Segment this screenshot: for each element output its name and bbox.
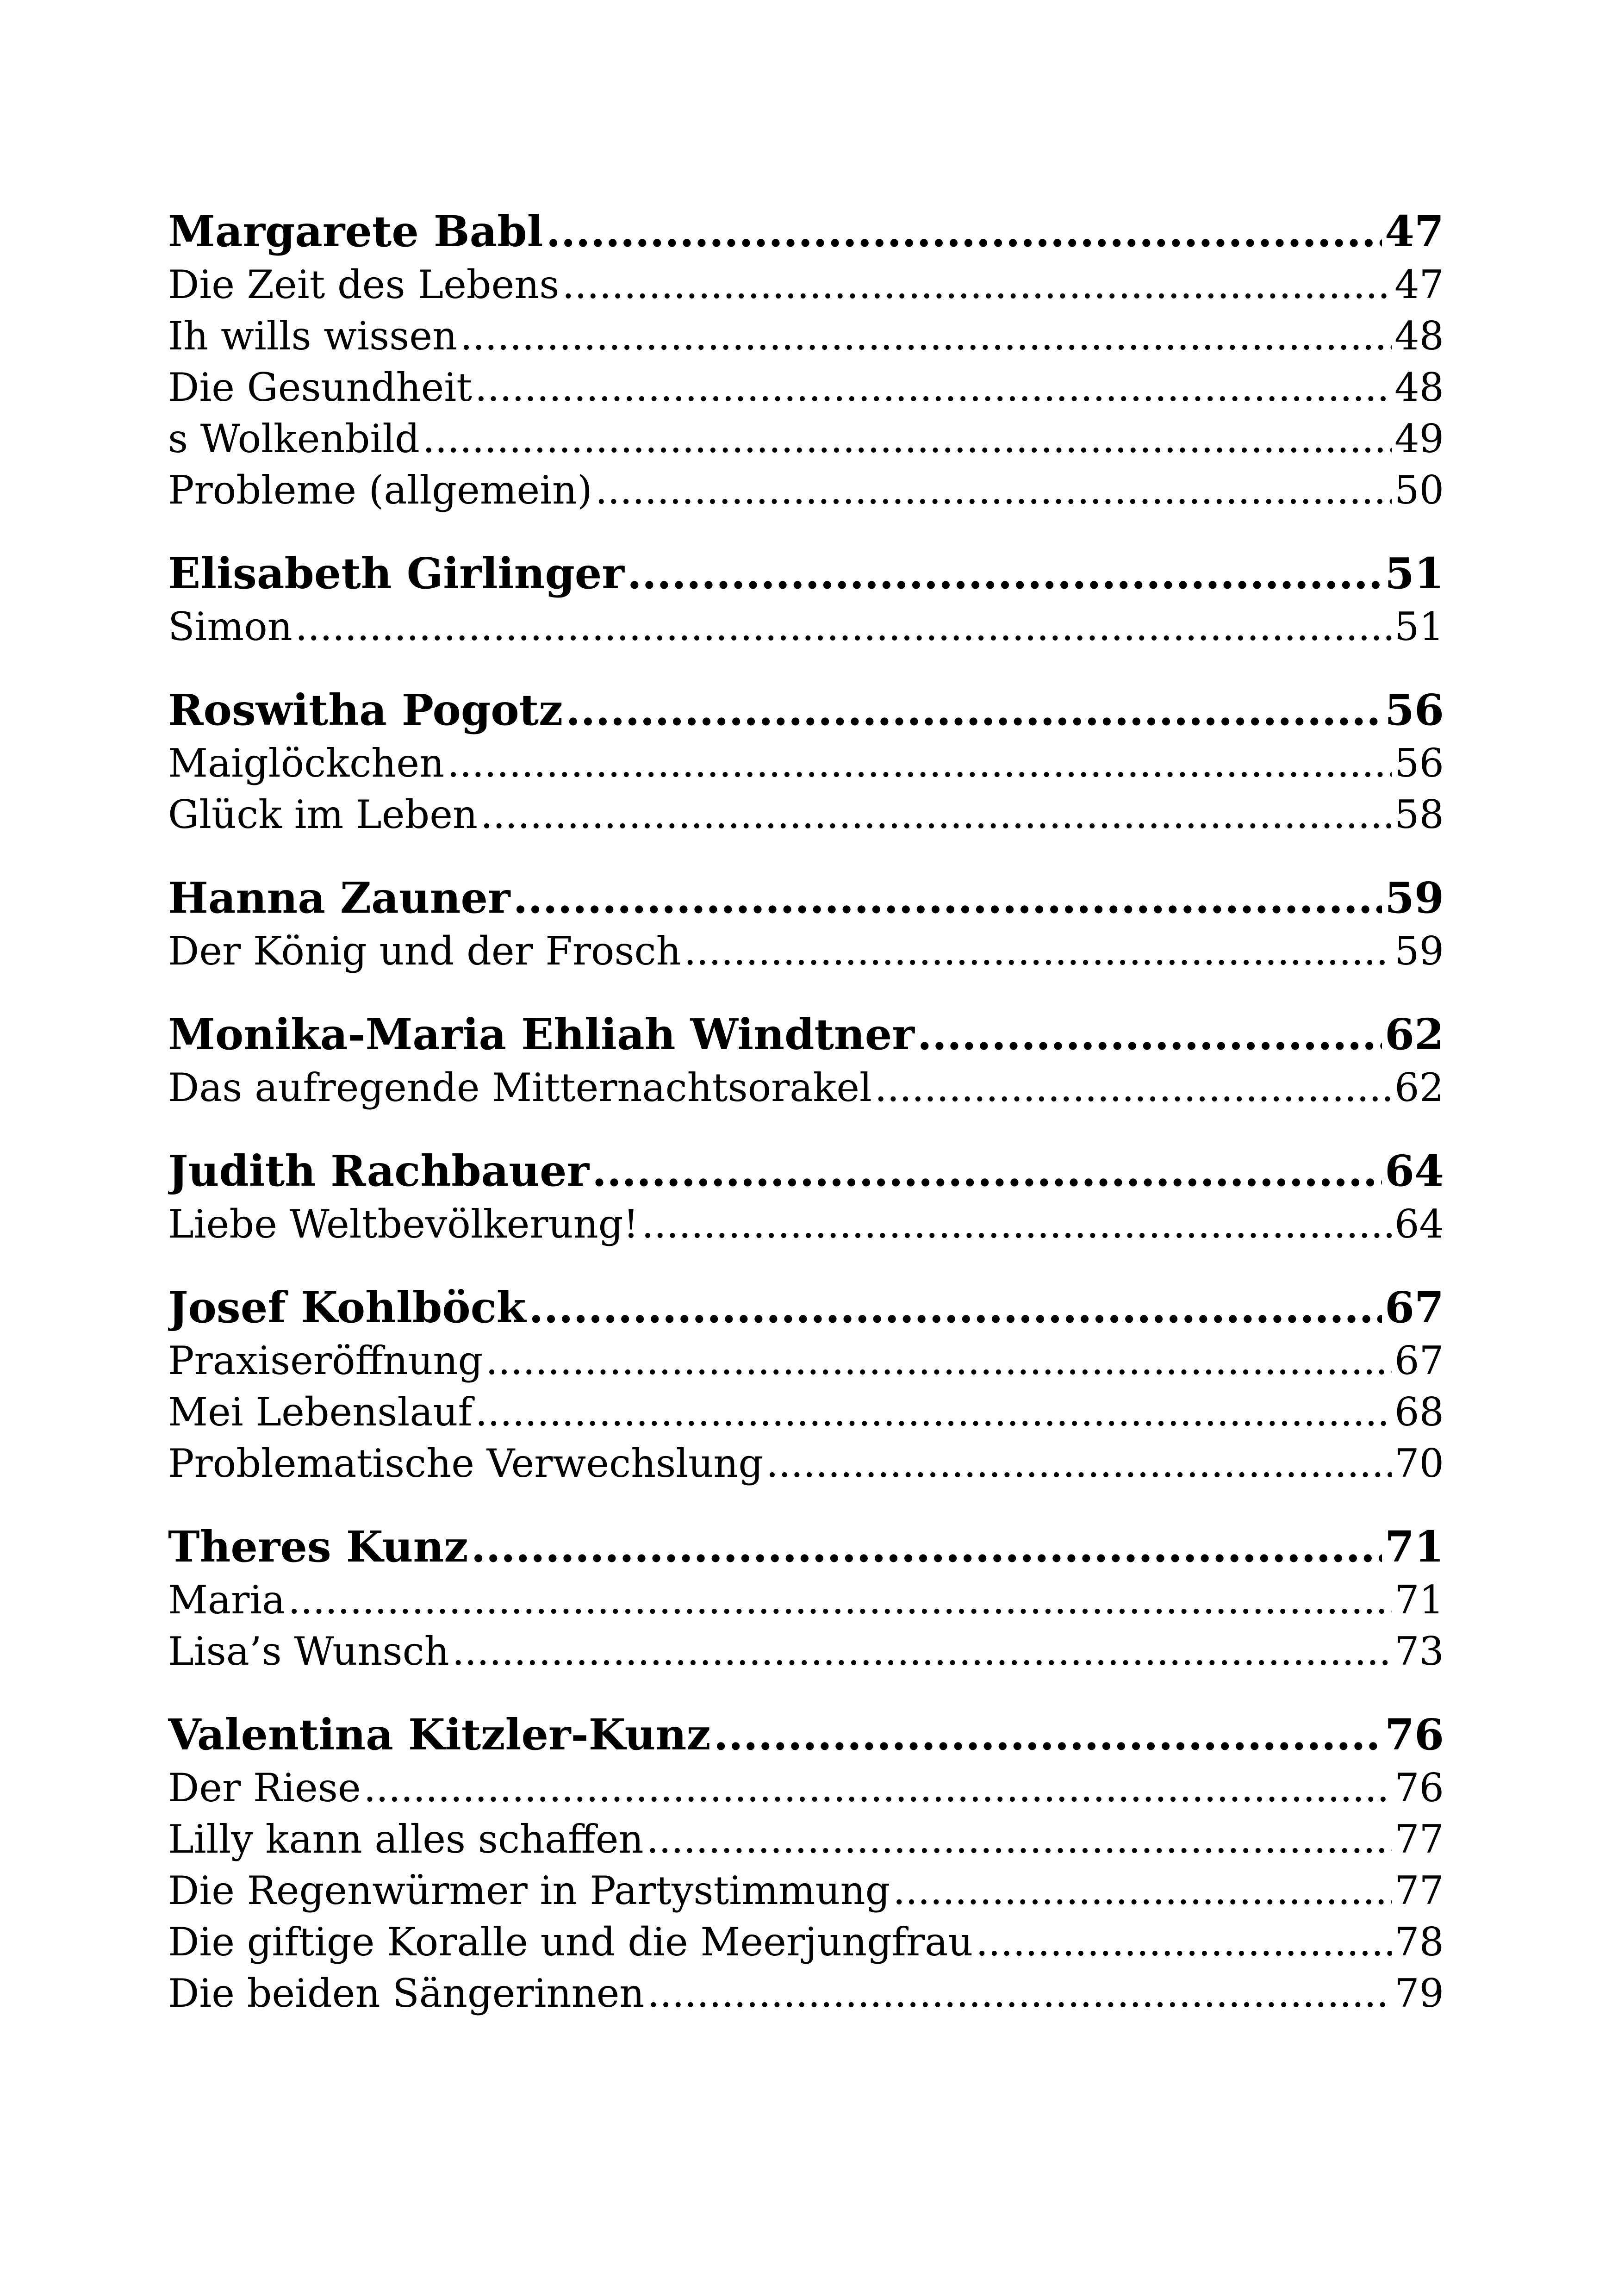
entry-title: Der König und der Frosch	[168, 928, 681, 974]
dot-leader	[513, 870, 1382, 926]
entry-title: Lisa’s Wunsch	[168, 1629, 449, 1674]
toc-entry-row[interactable]	[168, 926, 1444, 977]
dot-leader	[627, 546, 1382, 601]
toc-section	[168, 1007, 1444, 1114]
entry-title: Die Gesundheit	[168, 365, 472, 410]
toc-entry-row[interactable]	[168, 1387, 1444, 1438]
toc-author-row[interactable]	[168, 1280, 1444, 1335]
dot-leader	[566, 682, 1382, 738]
entry-page-number: 49	[1394, 416, 1444, 461]
entry-title: Praxiseröffnung	[168, 1338, 483, 1383]
author-page-number: 64	[1384, 1146, 1444, 1196]
toc-entry-row[interactable]	[168, 1062, 1444, 1114]
toc-entry-row[interactable]	[168, 311, 1444, 362]
author-name: Hanna Zauner	[168, 873, 510, 923]
author-name: Josef Kohlböck	[168, 1282, 526, 1332]
toc-entry-row[interactable]	[168, 1574, 1444, 1626]
entry-title: Die Regenwürmer in Partystimmung	[168, 1868, 890, 1913]
toc-section	[168, 870, 1444, 977]
entry-page-number: 48	[1394, 365, 1444, 410]
author-name: Theres Kunz	[168, 1522, 468, 1572]
dot-leader	[684, 926, 1392, 977]
author-name: Roswitha Pogotz	[168, 685, 563, 735]
toc-section	[168, 1519, 1444, 1677]
toc-author-row[interactable]	[168, 1707, 1444, 1762]
entry-page-number: 47	[1394, 262, 1444, 307]
entry-title: Probleme (allgemein)	[168, 467, 592, 513]
entry-page-number: 77	[1394, 1817, 1444, 1862]
author-page-number: 76	[1384, 1710, 1444, 1760]
toc-entry-row[interactable]	[168, 601, 1444, 653]
entry-title: Maria	[168, 1577, 286, 1623]
toc-author-row[interactable]	[168, 1007, 1444, 1062]
dot-leader	[364, 1762, 1392, 1814]
dot-leader	[976, 1916, 1392, 1968]
entry-title: Liebe Weltbevölkerung!	[168, 1201, 639, 1247]
dot-leader	[480, 789, 1392, 840]
entry-page-number: 67	[1394, 1338, 1444, 1383]
entry-page-number: 68	[1394, 1389, 1444, 1435]
toc-entry-row[interactable]	[168, 1199, 1444, 1250]
author-name: Margarete Babl	[168, 206, 543, 256]
toc-entry-row[interactable]	[168, 1762, 1444, 1814]
entry-title: Der Riese	[168, 1765, 361, 1811]
entry-title: Die beiden Sängerinnen	[168, 1971, 645, 2016]
author-page-number: 62	[1384, 1009, 1444, 1059]
dot-leader	[562, 259, 1392, 311]
dot-leader	[529, 1280, 1382, 1335]
dot-leader	[917, 1007, 1382, 1062]
toc-entry-row[interactable]	[168, 1968, 1444, 2019]
entry-title: Maiglöckchen	[168, 740, 445, 786]
toc-entry-row[interactable]	[168, 362, 1444, 413]
author-name: Monika-Maria Ehliah Windtner	[168, 1009, 915, 1059]
author-page-number: 51	[1384, 548, 1444, 598]
dot-leader	[460, 311, 1392, 362]
toc-author-row[interactable]	[168, 1143, 1444, 1199]
entry-page-number: 59	[1394, 928, 1444, 974]
toc-entry-row[interactable]	[168, 465, 1444, 516]
entry-page-number: 48	[1394, 313, 1444, 359]
author-page-number: 67	[1384, 1282, 1444, 1332]
author-name: Judith Rachbauer	[168, 1146, 590, 1196]
author-name: Valentina Kitzler-Kunz	[168, 1710, 711, 1760]
table-of-contents	[168, 204, 1444, 2049]
entry-title: Ih wills wissen	[168, 313, 458, 359]
dot-leader	[485, 1335, 1392, 1387]
dot-leader	[288, 1574, 1392, 1626]
toc-section	[168, 546, 1444, 653]
toc-entry-row[interactable]	[168, 259, 1444, 311]
toc-section	[168, 1143, 1444, 1250]
entry-page-number: 76	[1394, 1765, 1444, 1811]
toc-author-row[interactable]	[168, 546, 1444, 601]
toc-author-row[interactable]	[168, 204, 1444, 259]
toc-author-row[interactable]	[168, 870, 1444, 926]
entry-title: s Wolkenbild	[168, 416, 420, 461]
entry-page-number: 78	[1394, 1919, 1444, 1965]
toc-entry-row[interactable]	[168, 1916, 1444, 1968]
dot-leader	[641, 1199, 1392, 1250]
entry-title: Mei Lebenslauf	[168, 1389, 473, 1435]
dot-leader	[447, 738, 1392, 789]
entry-title: Das aufregende Mitternachtsorakel	[168, 1065, 872, 1110]
toc-section	[168, 682, 1444, 840]
dot-leader	[546, 204, 1382, 259]
dot-leader	[595, 465, 1392, 516]
toc-author-row[interactable]	[168, 1519, 1444, 1574]
entry-page-number: 64	[1394, 1201, 1444, 1247]
dot-leader	[647, 1968, 1392, 2019]
author-page-number: 71	[1384, 1522, 1444, 1572]
dot-leader	[647, 1814, 1392, 1865]
author-name: Elisabeth Girlinger	[168, 548, 624, 598]
author-page-number: 47	[1384, 206, 1444, 256]
entry-page-number: 71	[1394, 1577, 1444, 1623]
toc-section	[168, 1707, 1444, 2019]
entry-title: Problematische Verwechslung	[168, 1441, 764, 1486]
dot-leader	[893, 1865, 1392, 1916]
toc-section	[168, 1280, 1444, 1489]
dot-leader	[471, 1519, 1382, 1574]
entry-title: Simon	[168, 604, 292, 649]
toc-entry-row[interactable]	[168, 1865, 1444, 1916]
entry-title: Glück im Leben	[168, 792, 478, 837]
entry-page-number: 50	[1394, 467, 1444, 513]
entry-page-number: 62	[1394, 1065, 1444, 1110]
toc-entry-row[interactable]	[168, 789, 1444, 840]
toc-entry-row[interactable]	[168, 1438, 1444, 1489]
dot-leader	[475, 1387, 1392, 1438]
toc-entry-row[interactable]	[168, 738, 1444, 789]
entry-page-number: 51	[1394, 604, 1444, 649]
toc-entry-row[interactable]	[168, 413, 1444, 465]
toc-section	[168, 204, 1444, 516]
toc-entry-row[interactable]	[168, 1335, 1444, 1387]
dot-leader	[423, 413, 1392, 465]
entry-title: Die Zeit des Lebens	[168, 262, 560, 307]
entry-page-number: 58	[1394, 792, 1444, 837]
entry-page-number: 79	[1394, 1971, 1444, 2016]
dot-leader	[714, 1707, 1382, 1762]
author-page-number: 59	[1384, 873, 1444, 923]
toc-entry-row[interactable]	[168, 1626, 1444, 1677]
entry-title: Die giftige Koralle und die Meerjungfrau	[168, 1919, 973, 1965]
dot-leader	[475, 362, 1392, 413]
entry-page-number: 70	[1394, 1441, 1444, 1486]
entry-title: Lilly kann alles schaffen	[168, 1817, 644, 1862]
toc-entry-row[interactable]	[168, 1814, 1444, 1865]
entry-page-number: 73	[1394, 1629, 1444, 1674]
dot-leader	[875, 1062, 1392, 1114]
entry-page-number: 56	[1394, 740, 1444, 786]
dot-leader	[592, 1143, 1382, 1199]
dot-leader	[766, 1438, 1392, 1489]
dot-leader	[452, 1626, 1392, 1677]
dot-leader	[295, 601, 1392, 653]
author-page-number: 56	[1384, 685, 1444, 735]
entry-page-number: 77	[1394, 1868, 1444, 1913]
toc-author-row[interactable]	[168, 682, 1444, 738]
